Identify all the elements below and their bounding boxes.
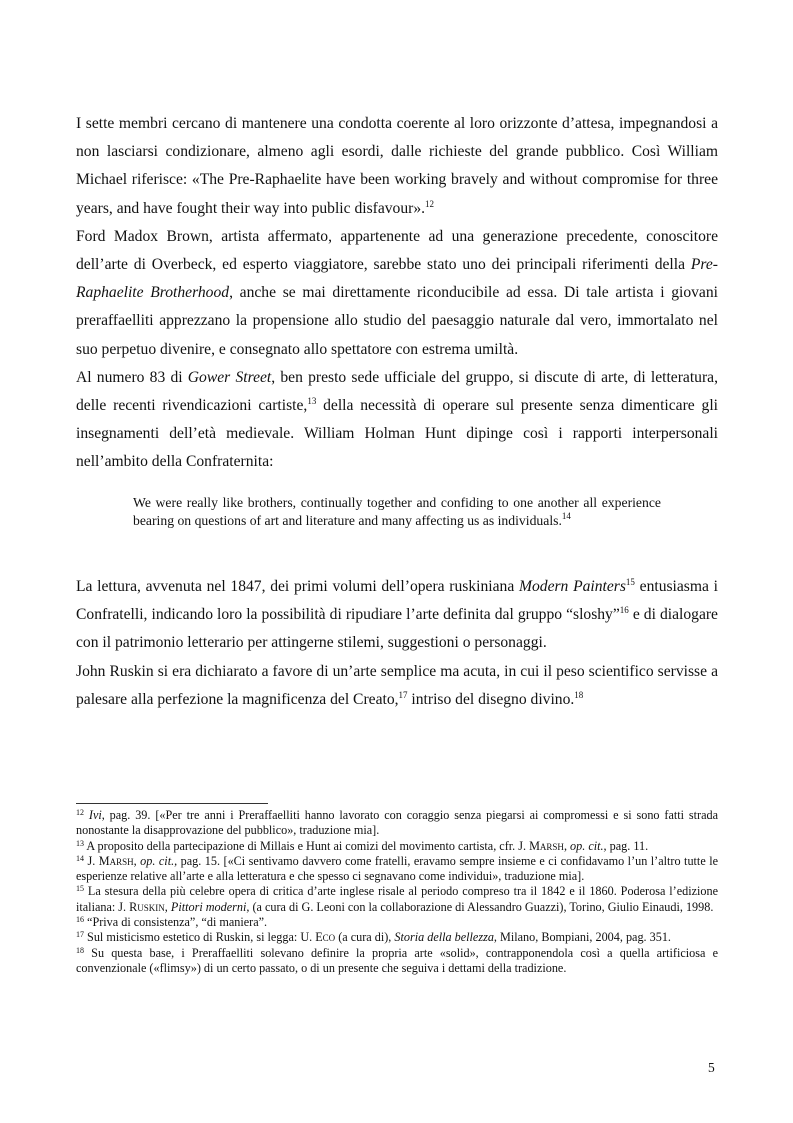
footnote-ref[interactable]: 17: [398, 689, 408, 700]
footnote-ref[interactable]: 16: [619, 605, 629, 616]
footnote: $^{13}$ A proposito della partecipazione di Millais e Hunt ai comizi del movimento cartista, cfr. J. Marsh, op. cit., pag. 11.: [76, 838, 649, 853]
page-number: 5: [708, 1060, 715, 1075]
footnote-number: 18: [76, 945, 84, 955]
footnote-number: 12: [76, 808, 84, 817]
footnote: $^{12}$ Ivi, pag. 39. [«Per tre anni i Preraffaelliti hanno lavorato con coraggio senza piegarsi ai compromessi e si sono fatti strada nonostante la disapprovazione del pubblico», traduzione mia].: [76, 808, 719, 838]
footnote: $^{17}$ Sul misticismo estetico di Ruskin, si legga: U. Eco (a cura di), Storia della bellezza, Milano, Bompiani, 2004, pag. 351.: [76, 930, 671, 945]
footnote-number: 13: [76, 838, 84, 848]
paragraph: Ford Madox Brown, artista affermato, appartenente ad una generazione precedente, conoscitore dell’arte di Overbeck, ed esperto viaggiatore, sarebbe stato uno dei principali riferimenti della Pre-Raphaelite Brotherhood, anche se mai direttamente riconducibile ad essa. Di tale artista i giovani preraffaelliti apprezzano la propensione allo studio del paesaggio naturale dal vero, immortalato nel suo perpetuo divenire, e consegnato allo spettatore con estrema umiltà.: [76, 227, 718, 358]
paragraph: I sette membri cercano di mantenere una condotta coerente al loro orizzonte d’attesa, impegnandosi a non lasciarsi condizionare, almeno agli esordi, dalle richieste del grande pubblico. Così William Michael riferisce: «The Pre-Raphaelite have been working bravely and without compromise for three years, and have fought their way into public disfavour».$^{12}$: [76, 115, 718, 217]
paragraph: John Ruskin si era dichiarato a favore di un’arte semplice ma acuta, in cui il peso scientifico servisse a palesare alla perfezione la magnificenza del Creato,$^{17}$ intriso del disegno divino.$^{18}$: [76, 662, 718, 708]
footnote: $^{15}$ La stesura della più celebre opera di critica d’arte inglese risale al periodo compreso tra il 1842 e il 1860. Poderosa l’edizione italiana: J. Ruskin, Pittori moderni, (a cura di G. Leoni con la collaborazione di Alessandro Guazzi), Torino, Giulio Einaudi, 1998.: [76, 884, 718, 914]
paragraph: Al numero 83 di Gower Street, ben presto sede ufficiale del gruppo, si discute di arte, di letteratura, delle recenti rivendicazioni cartiste,$^{13}$ della necessità di operare sul presente senza dimenticare gli insegnamenti dell’età medievale. William Holman Hunt dipinge così i rapporti interpersonali nell’ambito della Confraternita:: [76, 368, 719, 471]
footnote-ref[interactable]: 12: [425, 198, 435, 209]
paragraph: La lettura, avvenuta nel 1847, dei primi volumi dell’opera ruskiniana Modern Painters$^{15}$ entusiasma i Confratelli, indicando loro la possibilità di ripudiare l’arte definita dal gruppo “sloshy”$^{16}$ e di dialogare con il patrimonio letterario per attingerne stilemi, suggestioni o personaggi.: [76, 577, 718, 652]
footnote-number: 17: [76, 930, 84, 940]
footnote: $^{14}$ J. Marsh, op. cit., pag. 15. [«Ci sentivamo davvero come fratelli, eravamo sempre insieme e ci confidavamo l’un l’altro tutte le esperienze relative all’arte e alla letteratura e che spesso ci segnavano come individui», traduzione mia].: [76, 853, 719, 884]
footnote: $^{16}$ “Priva di consistenza”, “di maniera”.: [76, 915, 268, 930]
footnote-ref[interactable]: 18: [574, 689, 584, 700]
main-text-continued: [76, 573, 718, 714]
footnote-number: 16: [76, 915, 84, 925]
footnote-separator: [76, 803, 268, 804]
footnote: $^{18}$ Su questa base, i Preraffaelliti solevano definire la propria arte «solid», contrapponendola così a quella artificiosa e convenzionale («flimsy») di un certo passato, o di un presente che seguiva i dettami della tradizione.: [76, 945, 718, 975]
footnote-number: 15: [76, 884, 84, 894]
footnote-ref[interactable]: 15: [625, 577, 635, 587]
footnote-ref[interactable]: 13: [307, 396, 317, 407]
main-text: [76, 110, 718, 477]
block-quote: We were really like brothers, continually together and confiding to one another all experience bearing on questions of art and literature and many affecting us as individuals.$^{14}$: [133, 495, 661, 528]
footnote-number: 14: [76, 853, 84, 863]
footnotes: [76, 808, 718, 976]
footnote-ref[interactable]: 14: [561, 510, 571, 521]
